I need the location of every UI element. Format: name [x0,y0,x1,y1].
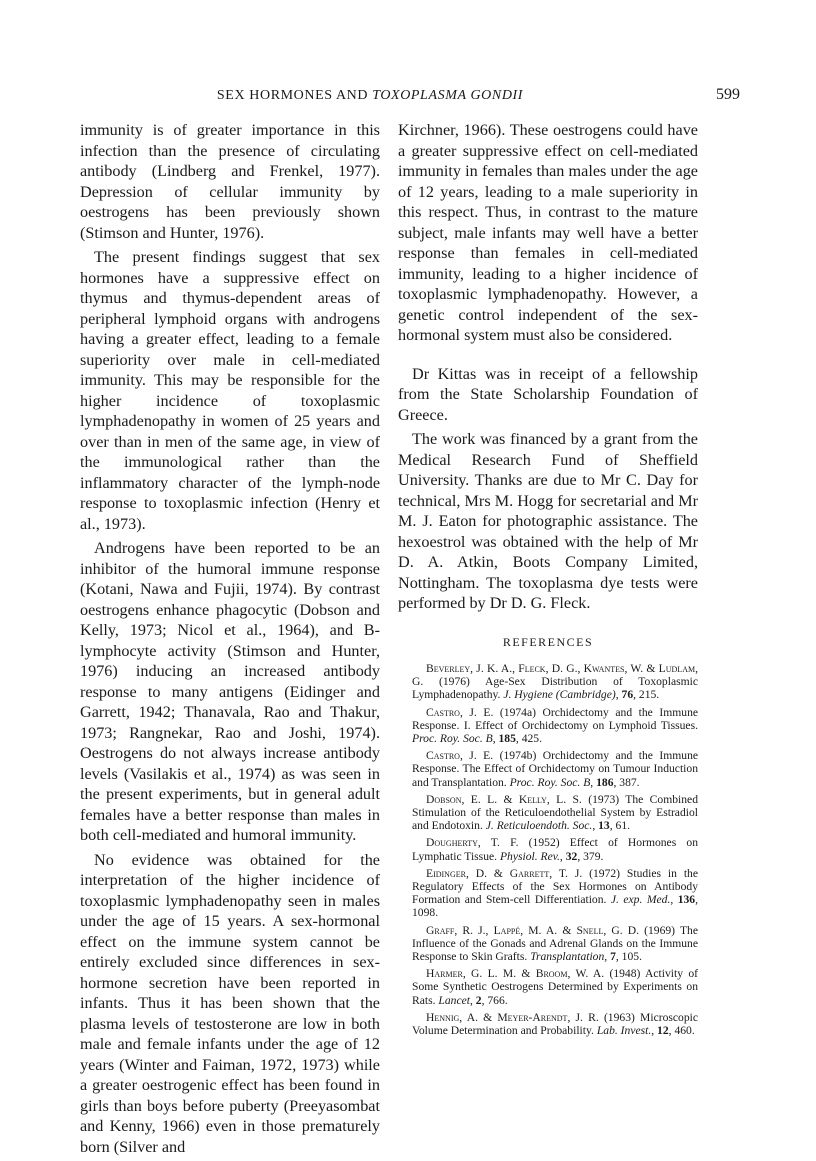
left-column [80,120,380,1161]
reference-title: (1974b) Orchidectomy and the Immune Response. The Effect of Orchidectomy on Tumour Induction and Transplantation. [412,749,699,789]
reference-authors: Dobson, E. L. & Kelly, L. S. [426,792,582,806]
reference-pages: , 105. [615,950,642,964]
running-header [80,84,740,108]
reference-authors: Beverley, J. K. A., Fleck, D. G., Kwantes, W. & Ludlam, G. [412,662,698,689]
reference-journal: J. exp. Med. [610,893,671,907]
reference-title: (1952) Effect of Hormones on Lymphatic Tissue. [412,836,698,863]
reference-authors: Castro, J. E. [426,749,494,763]
reference-journal: Physiol. Rev. [499,849,560,863]
acknowledgement-paragraph: The work was financed by a grant from the Medical Research Fund of Sheffield University. Thanks are due to Mr C. Day for technical, Mrs M. Hogg for secretarial and Mr M. J. Eaton for photographic assistance. The hexoestrol was obtained with the help of Mr D. A. Atkin, Boots Company Limited, Nottingham. The toxoplasma dye tests were performed by Dr D. G. Fleck. [398,430,698,612]
reference-volume: 186 [596,775,614,789]
reference-journal: Lab. Invest. [596,1024,652,1038]
reference-pages: , 460. [668,1024,695,1038]
reference-list [398,662,698,1037]
reference-volume: 7 [610,950,616,964]
reference-journal: Lancet [438,993,470,1007]
reference-pages: , 1098. [412,893,698,920]
reference-item: Graff, R. J., Lappé, M. A. & Snell, G. D. (1969) The Influence of the Gonads and Adrenal Glands on the Immune Response to Skin Grafts. Transplantation, 7, 105. [412,923,698,964]
reference-authors: Graff, R. J., Lappé, M. A. & Snell, G. D. [426,923,640,937]
reference-pages: , 387. [613,775,640,789]
reference-item: Eidinger, D. & Garrett, T. J. (1972) Studies in the Regulatory Effects of the Sex Hormones on Antibody Formation and Stem-cell Differentiation. J. exp. Med., 136, 1098. [412,866,698,920]
reference-volume: 32 [565,849,578,863]
page-number: 599 [716,86,740,103]
reference-volume: 76 [621,688,634,702]
reference-title: (1948) Activity of Some Synthetic Oestrogens Determined by Experiments on Rats. [412,967,698,1007]
reference-item: Harmer, G. L. M. & Broom, W. A. (1948) Activity of Some Synthetic Oestrogens Determined by Experiments on Rats. Lancet, 2, 766. [412,967,698,1007]
reference-authors: Eidinger, D. & Garrett, T. J. [426,866,583,880]
acknowledgement-paragraph: Dr Kittas was in receipt of a fellowship from the State Scholarship Foundation of Greece. [398,364,698,424]
reference-title: (1973) The Combined Stimulation of the Reticuloendothelial System by Estradiol and Endotoxin. [412,792,698,833]
reference-authors: Hennig, A. & Meyer-Arendt, J. R. [426,1010,599,1024]
running-title [80,88,660,104]
running-title-italic: TOXOPLASMA GONDII [372,88,524,103]
reference-title: (1963) Microscopic Volume Determination and Probability. [412,1010,698,1038]
reference-item: Beverley, J. K. A., Fleck, D. G., Kwantes, W. & Ludlam, G. (1976) Age-Sex Distribution of Toxoplasmic Lymphadenopathy. J. Hygiene (Cambridge), 76, 215. [412,662,698,702]
reference-journal: J. Hygiene (Cambridge) [503,688,616,702]
reference-journal: Transplantation [530,950,605,964]
reference-pages: , 425. [515,732,542,746]
reference-pages: , 61. [609,819,631,833]
reference-item: Castro, J. E. (1974b) Orchidectomy and the Immune Response. The Effect of Orchidectomy on Tumour Induction and Transplantation. Proc. Roy. Soc. B, 186, 387. [412,749,699,789]
paragraph: Androgens have been reported to be an inhibitor of the humoral immune response (Kotani, Nawa and Fujii, 1974). By contrast oestrogens enhance phagocytic (Dobson and Kelly, 1973; Nicol et al., 1964), and B-lymphocyte activity (Stimson and Hunter, 1976) inducing an increased antibody response to many antigens (Eidinger and Garrett, 1942; Thanavala, Rao and Thakur, 1973; Rangnekar, Rao and Joshi, 1974). Oestrogens do not always increase antibody levels (Vasilakis et al., 1974) as was seen in the present experiments, but in general adult females have a better response than males in both cell-mediated and humoral immunity. [80,539,380,844]
reference-pages: , 766. [481,993,508,1007]
reference-title: (1972) Studies in the Regulatory Effects of the Sex Hormones on Antibody Formation and Stem-cell Differentiation. [412,866,698,907]
reference-authors: Dougherty, T. F. [426,836,519,850]
reference-authors: Harmer, G. L. M. & Broom, W. A. [426,967,605,981]
paragraph: Kirchner, 1966). These oestrogens could have a greater suppressive effect on cell-mediated immunity in females than males under the age of 12 years, leading to a male superiority in this respect. Thus, in contrast to the mature subject, male infants may well have a better response than females in cell-mediated immunity, leading to a higher incidence of toxoplasmic lymphadenopathy. However, a genetic control independent of the sex-hormonal system must also be considered. [398,121,698,344]
paragraph: No evidence was obtained for the interpretation of the higher incidence of toxoplasmic lymphadenopathy seen in males under the age of 15 years. A sex-hormonal effect on the immune system cannot be entirely excluded since differences in sex-hormone secretion have been reported in infants. Thus it has been shown that the plasma levels of testosterone are low in both male and female infants under the age of 12 years (Winter and Faiman, 1972, 1973) while a greater oestrogenic effect has been found in girls than boys before puberty (Preeyasombat and Kenny, 1966) even in those prematurely born (Silver and [80,850,380,1156]
reference-title: (1969) The Influence of the Gonads and Adrenal Glands on the Immune Response to Skin Grafts. [412,923,698,964]
reference-journal: Proc. Roy. Soc. B [412,732,493,746]
reference-item: Dougherty, T. F. (1952) Effect of Hormones on Lymphatic Tissue. Physiol. Rev., 32, 379. [412,836,698,863]
reference-item: Hennig, A. & Meyer-Arendt, J. R. (1963) Microscopic Volume Determination and Probability. Lab. Invest., 12, 460. [412,1010,698,1038]
reference-volume: 13 [598,819,610,833]
reference-journal: J. Reticuloendoth. Soc. [485,819,593,833]
reference-pages: , 379. [577,849,604,863]
references-heading: REFERENCES [502,634,594,649]
reference-item: Dobson, E. L. & Kelly, L. S. (1973) The Combined Stimulation of the Reticuloendothelial System by Estradiol and Endotoxin. J. Reticuloendoth. Soc., 13, 61. [412,792,698,833]
reference-journal: Proc. Roy. Soc. B [509,775,591,789]
reference-authors: Castro, J. E. [426,705,494,719]
paragraph: immunity is of greater importance in this infection than the presence of circulating antibody (Lindberg and Frenkel, 1977). Depression of cellular immunity by oestrogens has been previously shown (Stimson and Hunter, 1976). [80,121,380,242]
reference-volume: 185 [498,732,516,746]
reference-title: (1974a) Orchidectomy and the Immune Response. I. Effect of Orchidectomy on Lymphoid Tissues. [412,705,699,732]
right-column [398,120,698,1041]
reference-volume: 12 [657,1024,669,1038]
paragraph: The present findings suggest that sex hormones have a suppressive effect on thymus and thymus-dependent areas of peripheral lymphoid organs with androgens having a greater effect, leading to a female superiority over male in cell-mediated immunity. This may be responsible for the higher incidence of toxoplasmic lymphadenopathy in women of 25 years and over than in men of the same age, in view of the immunological rather than the inflammatory character of the lymph-node response to toxoplasmic infection (Henry et al., 1973). [80,248,380,533]
reference-volume: 136 [677,893,696,907]
reference-item: Castro, J. E. (1974a) Orchidectomy and the Immune Response. I. Effect of Orchidectomy on Lymphoid Tissues. Proc. Roy. Soc. B, 185, 425. [412,705,699,746]
reference-pages: , 215. [633,688,660,702]
reference-title: (1976) Age-Sex Distribution of Toxoplasmic Lymphadenopathy. [412,675,698,702]
reference-volume: 2 [475,993,482,1007]
running-title-plain: SEX HORMONES AND [216,88,373,103]
